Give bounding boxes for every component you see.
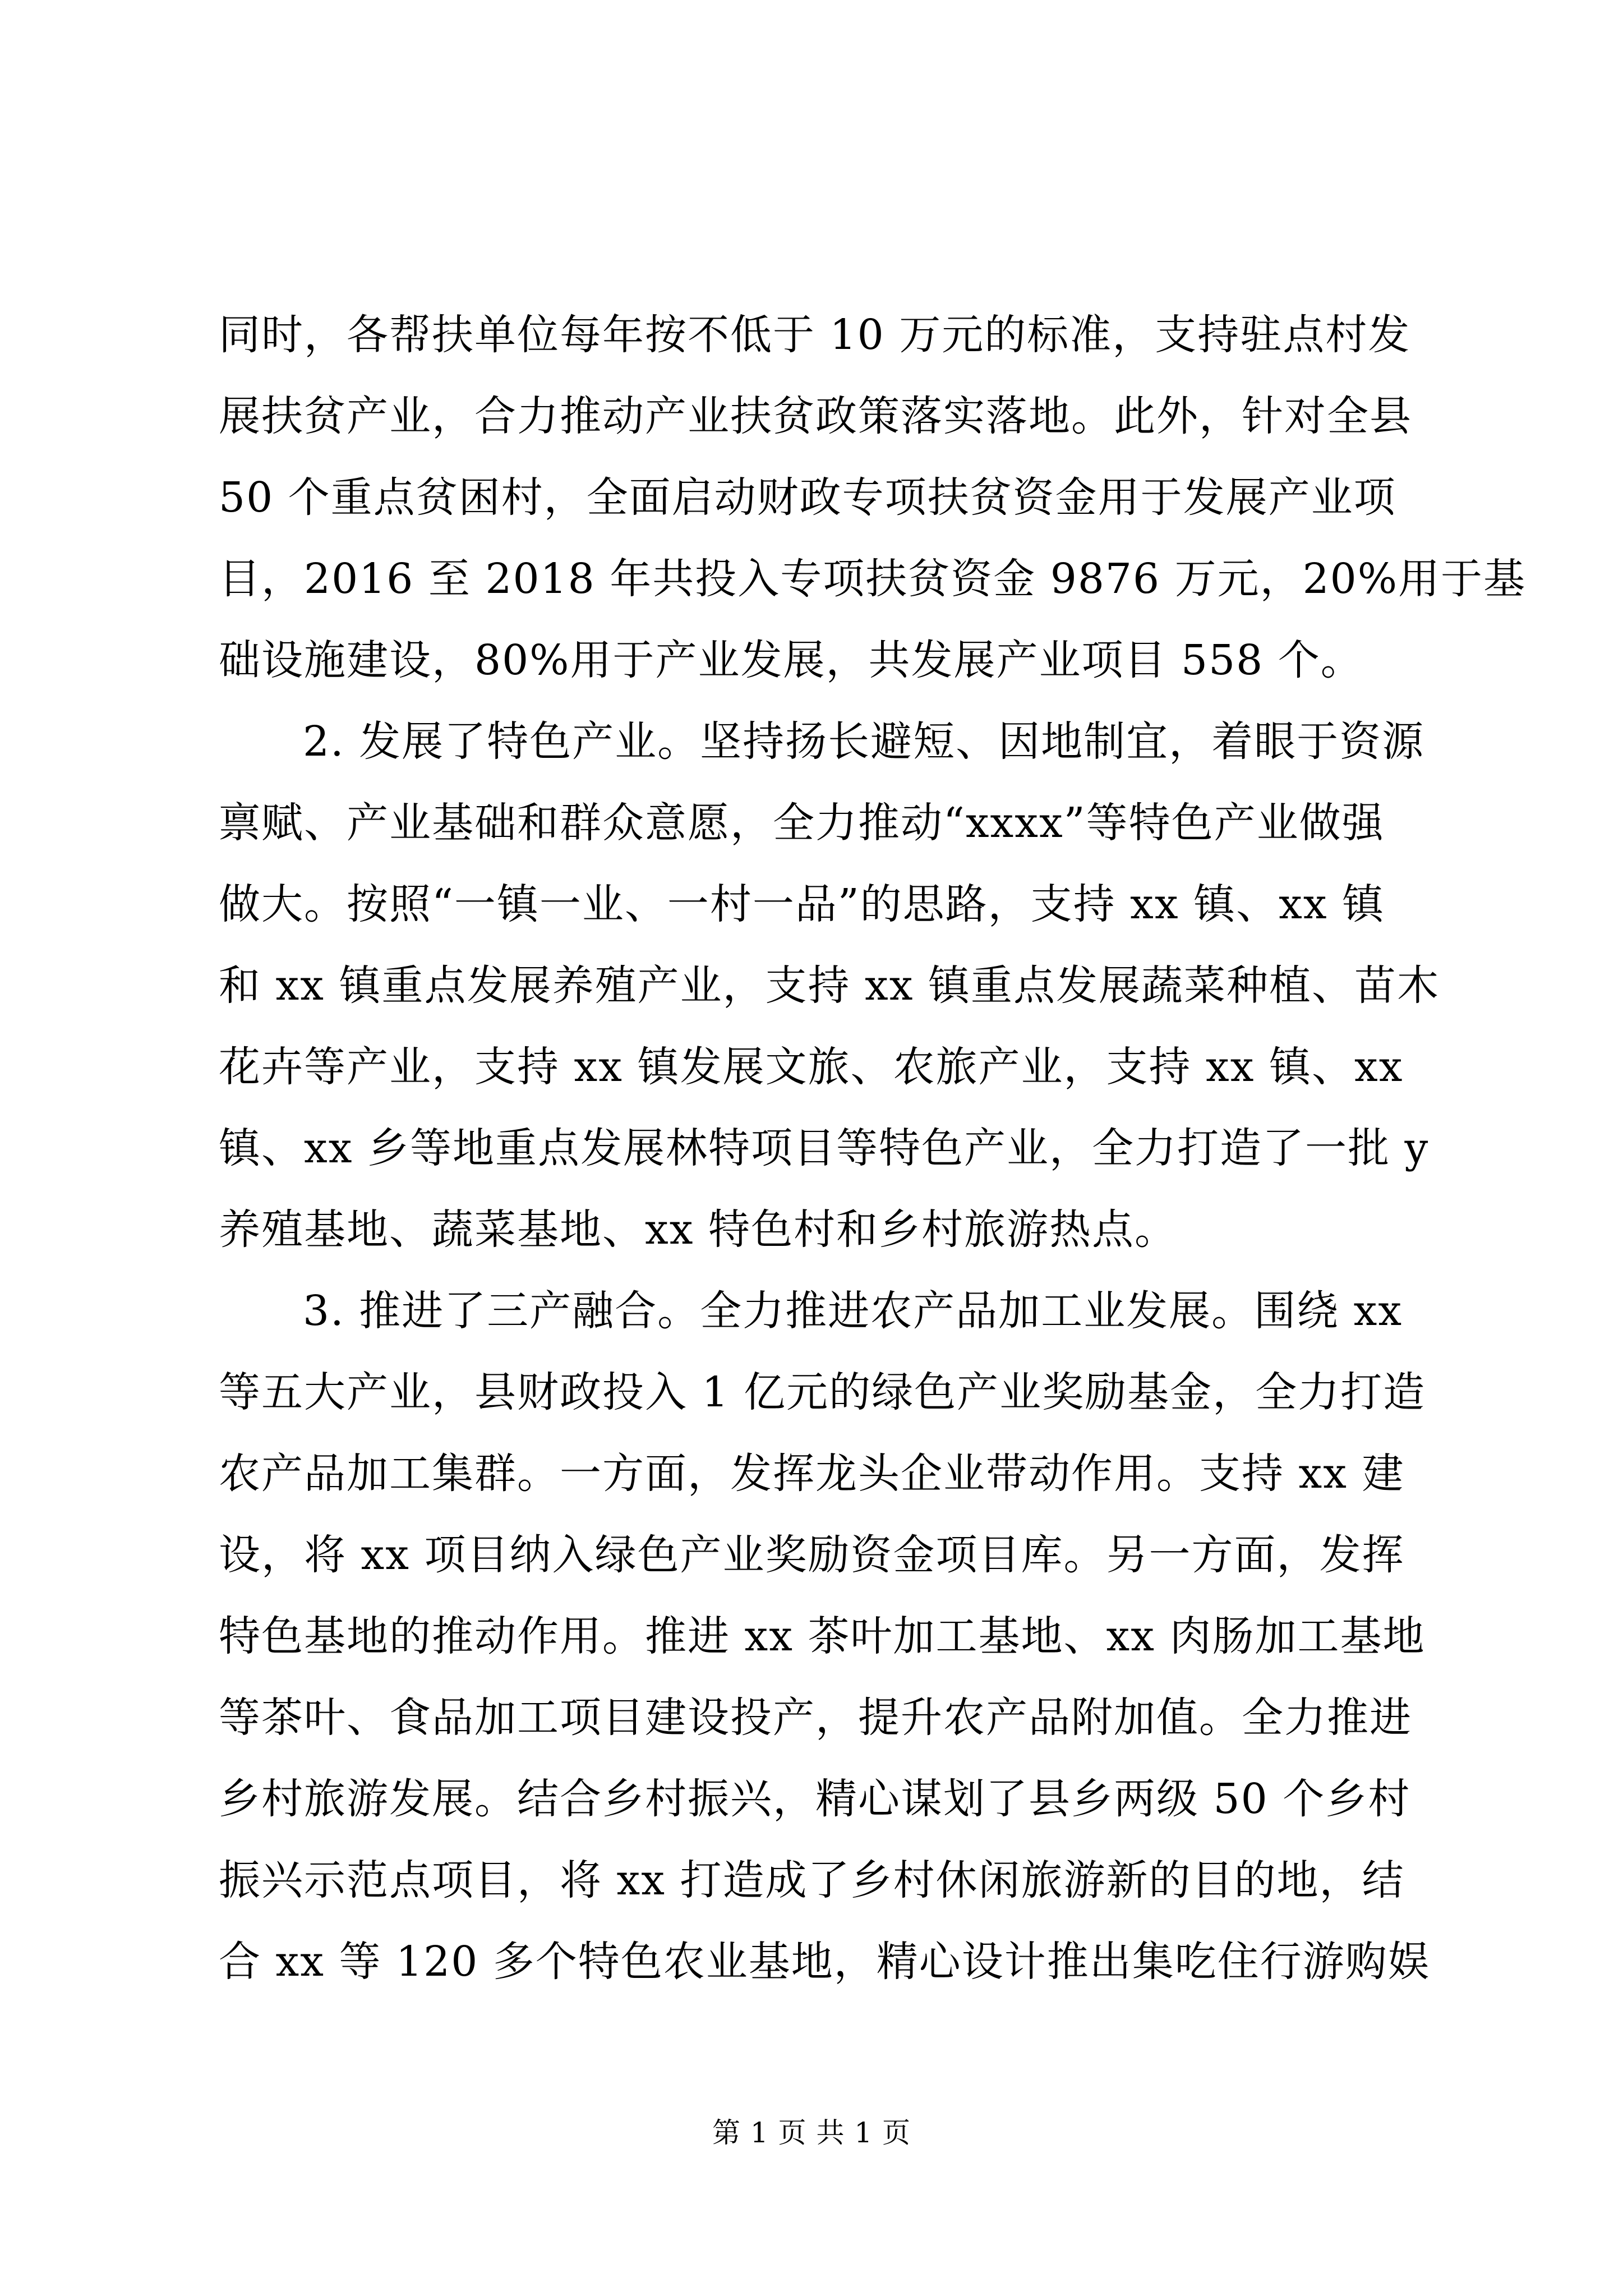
text-line: 禀赋、产业基础和群众意愿，全力推动“xxxx”等特色产业做强 (219, 799, 1385, 847)
text-line: 农产品加工集群。一方面，发挥龙头企业带动作用。支持 xx 建 (219, 1450, 1405, 1498)
text-line: 乡村旅游发展。结合乡村振兴，精心谋划了县乡两级 50 个乡村 (219, 1775, 1411, 1823)
text-line: 养殖基地、蔬菜基地、xx 特色村和乡村旅游热点。 (219, 1205, 1177, 1254)
text-line: 特色基地的推动作用。推进 xx 茶叶加工基地、xx 肉肠加工基地 (219, 1612, 1426, 1660)
text-line: 等茶叶、食品加工项目建设投产，提升农产品附加值。全力推进 (219, 1694, 1412, 1742)
document-body (219, 295, 1527, 2003)
text-line: 等五大产业，县财政投入 1 亿元的绿色产业奖励基金，全力打造 (219, 1368, 1426, 1416)
text-line: 展扶贫产业，合力推动产业扶贫政策落实落地。此外，针对全县 (219, 392, 1412, 440)
text-line: 2. 发展了特色产业。坚持扬长避短、因地制宜，着眼于资源 (303, 717, 1425, 766)
text-line: 和 xx 镇重点发展养殖产业，支持 xx 镇重点发展蔬菜种植、苗木 (219, 961, 1440, 1010)
page-footer: 第 1 页 共 1 页 (712, 2116, 911, 2149)
text-line: 同时，各帮扶单位每年按不低于 10 万元的标准，支持驻点村发 (219, 311, 1411, 359)
text-line: 50 个重点贫困村，全面启动财政专项扶贫资金用于发展产业项 (219, 473, 1396, 522)
text-line: 振兴示范点项目，将 xx 打造成了乡村休闲旅游新的目的地，结 (219, 1856, 1405, 1904)
text-line: 合 xx 等 120 多个特色农业基地，精心设计推出集吃住行游购娱 (219, 1938, 1431, 1986)
text-line: 目，2016 至 2018 年共投入专项扶贫资金 9876 万元，20%用于基 (219, 555, 1527, 603)
text-line: 3. 推进了三产融合。全力推进农产品加工业发展。围绕 xx (303, 1287, 1403, 1335)
text-line: 镇、xx 乡等地重点发展林特项目等特色产业，全力打造了一批 y (219, 1124, 1430, 1172)
text-line: 础设施建设，80%用于产业发展，共发展产业项目 558 个。 (219, 636, 1363, 684)
text-line: 花卉等产业，支持 xx 镇发展文旅、农旅产业，支持 xx 镇、xx (219, 1043, 1404, 1091)
text-line: 设，将 xx 项目纳入绿色产业奖励资金项目库。另一方面，发挥 (219, 1531, 1405, 1579)
text-line: 做大。按照“一镇一业、一村一品”的思路，支持 xx 镇、xx 镇 (219, 880, 1385, 928)
